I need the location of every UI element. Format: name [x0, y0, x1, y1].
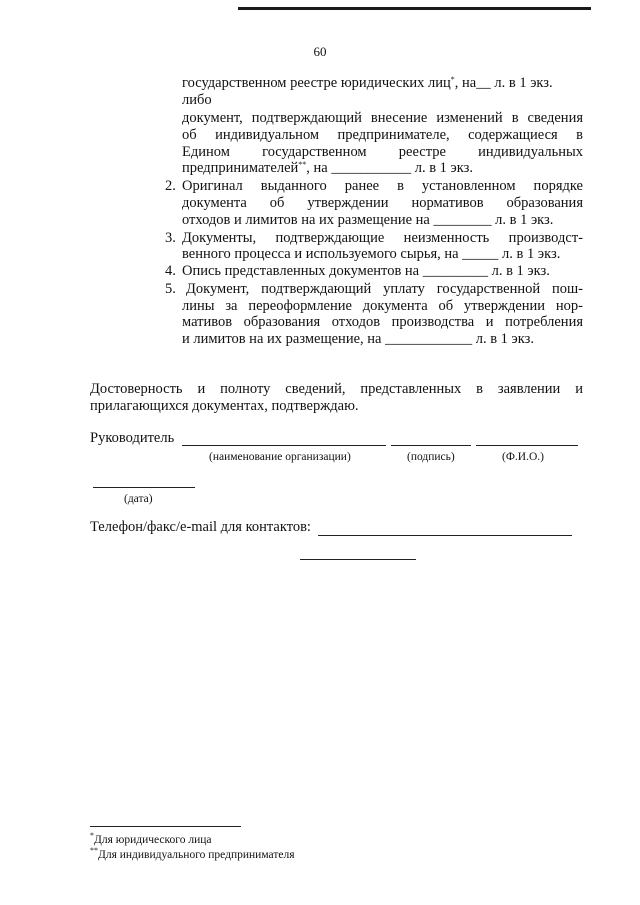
- footnote-2: **Для индивидуального предпринимателя: [90, 846, 295, 861]
- divider: [300, 559, 416, 560]
- item4-line1: Опись представленных документов на _________ л. в 1 экз.: [182, 263, 550, 279]
- contacts-label: Телефон/факс/e-mail для контактов:: [90, 519, 311, 535]
- block1-line5: Едином государственном реестре индивидуальных: [182, 144, 583, 160]
- item2-line3: отходов и лимитов на их размещение на ________ л. в 1 экз.: [182, 212, 554, 228]
- item5-line4: и лимитов на их размещение, на ____________ л. в 1 экз.: [182, 331, 534, 347]
- block1-line2: либо: [182, 92, 212, 108]
- item2-number: 2.: [165, 178, 176, 194]
- full-name-field[interactable]: [476, 445, 578, 446]
- footnote-mark: **: [298, 160, 307, 169]
- block1-line3: документ, подтверждающий внесение изменений в сведения: [182, 110, 583, 126]
- block1-line1: государственном реестре юридических лиц*, на__ л. в 1 экз.: [182, 75, 553, 91]
- signature-caption: (подпись): [407, 451, 455, 463]
- page-number: 60: [313, 44, 327, 59]
- item5-line1: Документ, подтверждающий уплату государственной пош-: [186, 281, 583, 297]
- footnote-rule: [90, 826, 241, 827]
- block1-line4: об индивидуальном предпринимателе, содержащиеся в: [182, 127, 583, 143]
- item2-line1: Оригинал выданного ранее в установленном порядке: [182, 178, 583, 194]
- contacts-field[interactable]: [318, 535, 572, 536]
- item4-number: 4.: [165, 263, 176, 279]
- org-name-field[interactable]: [182, 445, 386, 446]
- item3-line1: Документы, подтверждающие неизменность производст-: [182, 230, 583, 246]
- signature-label: Руководитель: [90, 430, 175, 446]
- item5-line2: лины за переоформление документа об утверждении нор-: [182, 298, 583, 314]
- item3-line2: венного процесса и используемого сырья, на _____ л. в 1 экз.: [182, 246, 561, 262]
- full-name-caption: (Ф.И.О.): [502, 451, 544, 463]
- org-name-caption: (наименование организации): [209, 451, 351, 463]
- item3-number: 3.: [165, 230, 176, 246]
- block1-line6: предпринимателей**, на ___________ л. в 1 экз.: [182, 160, 473, 176]
- confirmation-line2: прилагающихся документах, подтверждаю.: [90, 398, 359, 414]
- item2-line2: документа об утверждении нормативов образования: [182, 195, 583, 211]
- confirmation-line1: Достоверность и полноту сведений, представленных в заявлении и: [90, 381, 583, 397]
- date-caption: (дата): [124, 493, 153, 505]
- footnote-1: *Для юридического лица: [90, 831, 212, 846]
- item5-line3: мативов образования отходов производства и потребления: [182, 314, 583, 330]
- header-rule: [238, 7, 591, 10]
- footnote-mark: *: [450, 75, 455, 84]
- date-field[interactable]: [93, 487, 195, 488]
- item5-number: 5.: [165, 281, 176, 297]
- signature-field[interactable]: [391, 445, 471, 446]
